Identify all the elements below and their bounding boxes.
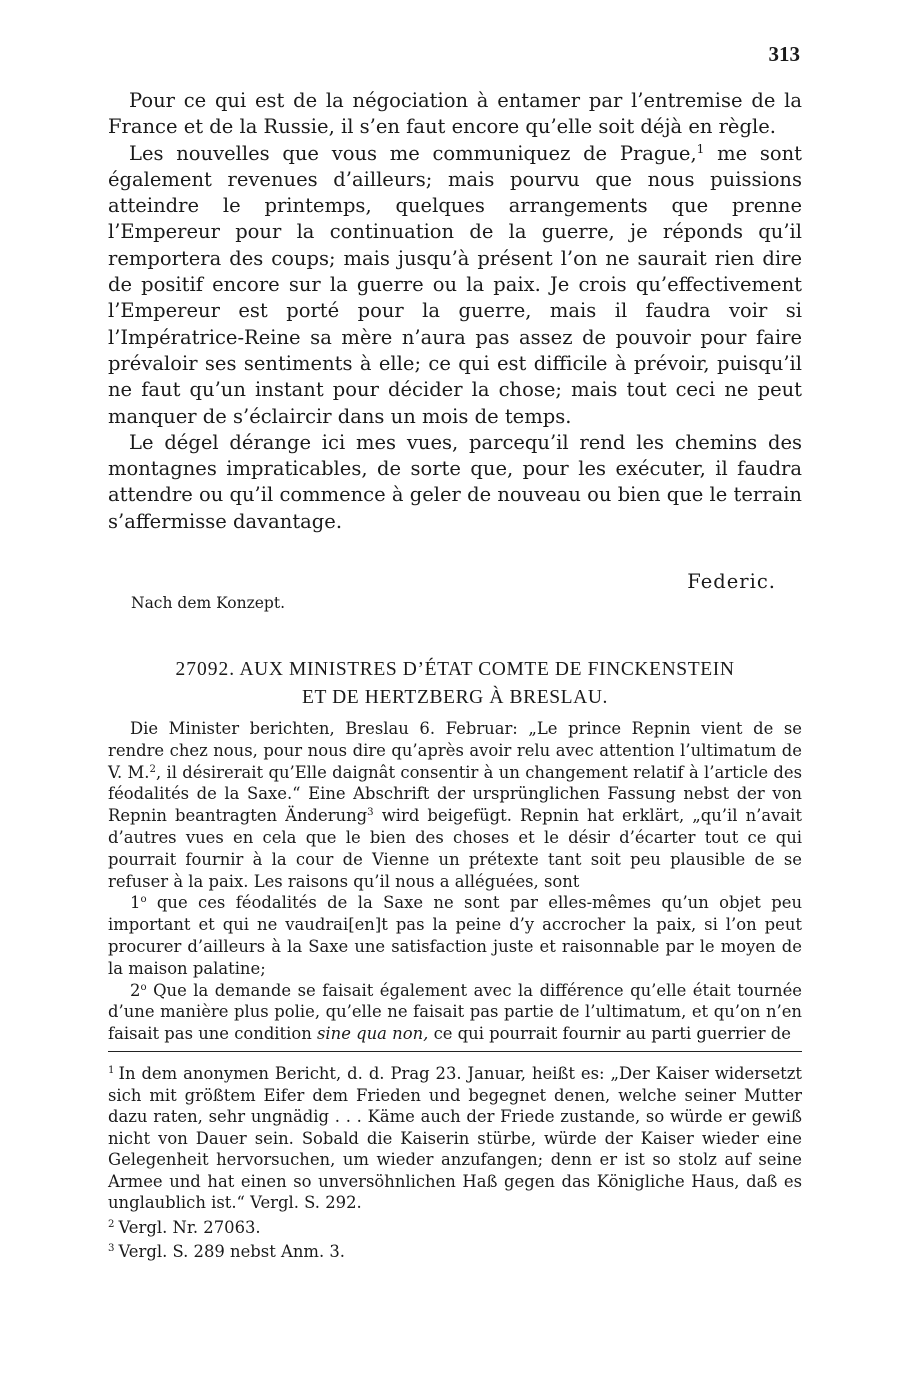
item-number: 2 (130, 980, 141, 1000)
heading-title: AUX MINISTRES D’ÉTAT COMTE DE FINCKENSTEIN (239, 659, 735, 680)
heading-line-2: ET DE HERTZBERG À BRESLAU. (301, 687, 609, 708)
footnote (108, 1060, 802, 1214)
ordinal-mark: o (140, 894, 147, 906)
report-text: que ces féodalités de la Saxe ne sont par elles-mêmes qu’un objet peu important et qui ne vaudrai[en]t pas la peine d’y accrocher la paix, si l’on peut procurer d’ailleurs à la Saxe une satisfaction juste et raisonnable par le moyen de la maison palatine; (108, 893, 802, 978)
footnote-marker: 2 (108, 1218, 115, 1230)
source-note: Nach dem Konzept. (131, 594, 286, 612)
report-text: , il désirerait qu’Elle daignât consentir à un changement relatif à l’article des féodalités de la Saxe.“ Eine Abschrift der ursprünglichen Fassung nebst der von Repnin beantragten Änderung (108, 762, 802, 826)
report-text: Que la demande se faisait également avec la différence qu’elle était tournée d’une manière plus polie, qu’elle ne faisait pas partie de l’ultimatum, et qu’on n’en faisait pas une condition (108, 980, 802, 1044)
footnote-text: Vergl. S. 289 nebst Anm. 3. (118, 1242, 345, 1262)
item-number: 1 (130, 893, 141, 913)
footnote-text: Vergl. Nr. 27063. (118, 1217, 261, 1237)
document-number: 27092. (175, 659, 236, 680)
letter-text: Les nouvelles que vous me communiquez de Prague, (129, 141, 697, 165)
document-heading (108, 656, 802, 712)
letter-paragraph: Pour ce qui est de la négociation à entamer par l’entremise de la France et de la Russie, il s’en faut encore qu’elle soit déjà en règle. (108, 89, 802, 139)
report-body (108, 718, 802, 1045)
footnote-divider (108, 1051, 802, 1052)
italic-phrase: sine qua non, (317, 1024, 429, 1044)
footnote-ref: 3 (367, 807, 374, 819)
footnotes (108, 1060, 802, 1263)
heading-line-1 (108, 656, 802, 684)
signature: Federic. (687, 570, 776, 593)
footnote-ref: 1 (696, 141, 705, 156)
footnote (108, 1214, 802, 1239)
letter-paragraph: Le dégel dérange ici mes vues, parcequ’il rend les chemins des montagnes impraticables, de sorte que, pour les exécuter, il faudra attendre ou qu’il commence à geler de nouveau ou bien que le terrain s’affermisse davantage. (108, 430, 802, 533)
footnote-marker: 3 (108, 1243, 115, 1255)
report-paragraph (108, 980, 802, 1045)
footnote-marker: 1 (108, 1065, 115, 1076)
report-text: Die Minister berichten, Breslau 6. Februar: „Le prince Repnin vient de se rendre chez nous, pour nous dire qu’après avoir relu avec attention l’ultimatum de V. M. (108, 719, 802, 782)
letter-paragraph (108, 141, 802, 430)
page-number: 313 (768, 42, 800, 66)
report-paragraph (108, 892, 802, 979)
ordinal-mark: o (140, 981, 147, 993)
letter-body (108, 88, 802, 535)
report-text: ce qui pourrait fournir au parti guerrier de (428, 1024, 792, 1044)
footnote-ref: 2 (149, 763, 156, 775)
letter-text: me sont également revenues d’ailleurs; mais pourvu que nous puissions atteindre le printemps, quelques arrangements que prenne l’Empereur pour la continuation de la guerre, je réponds qu’il remportera des coups; mais jusqu’à présent l’on ne saurait rien dire de positif encore sur la guerre ou la paix. Je crois qu’effectivement l’Empereur est porté pour la guerre, mais il faudra voir si l’Impératrice-Reine sa mère n’aura pas assez de pouvoir pour faire prévaloir ses sentiments à elle; ce qui est difficile à prévoir, puisqu’il ne faut qu’un instant pour décider la chose; mais tout ceci ne peut manquer de s’éclaircir dans un mois de temps. (108, 141, 802, 428)
report-text: wird beigefügt. Repnin hat erklärt, „qu’il n’avait d’autres vues en cela que le bien des choses et le désir d’écarter tout ce qui pourrait fournir à la cour de Vienne un prétexte tant soit peu plausible de se refuser à la paix. Les raisons qu’il nous a alléguées, sont (108, 806, 802, 891)
footnote-text: In dem anonymen Bericht, d. d. Prag 23. Januar, heißt es: „Der Kaiser widersetzt sich mit größtem Eifer dem Frieden und begegnet denen, welche seiner Mutter dazu raten, sehr ungnädig . . . Käme auch der Friede zustande, so würde er gewiß nicht von Dauer sein. Sobald die Kaiserin stürbe, würde der Kaiser wieder eine Gelegenheit hervorsuchen, um wieder anzufangen; denn er ist so stolz auf seine Armee und hat einen so unversöhnlichen Haß gegen das Königliche Haus, daß es unglaublich ist.“ Vergl. S. 292. (108, 1064, 802, 1213)
footnote (108, 1238, 802, 1263)
report-paragraph (108, 718, 802, 892)
